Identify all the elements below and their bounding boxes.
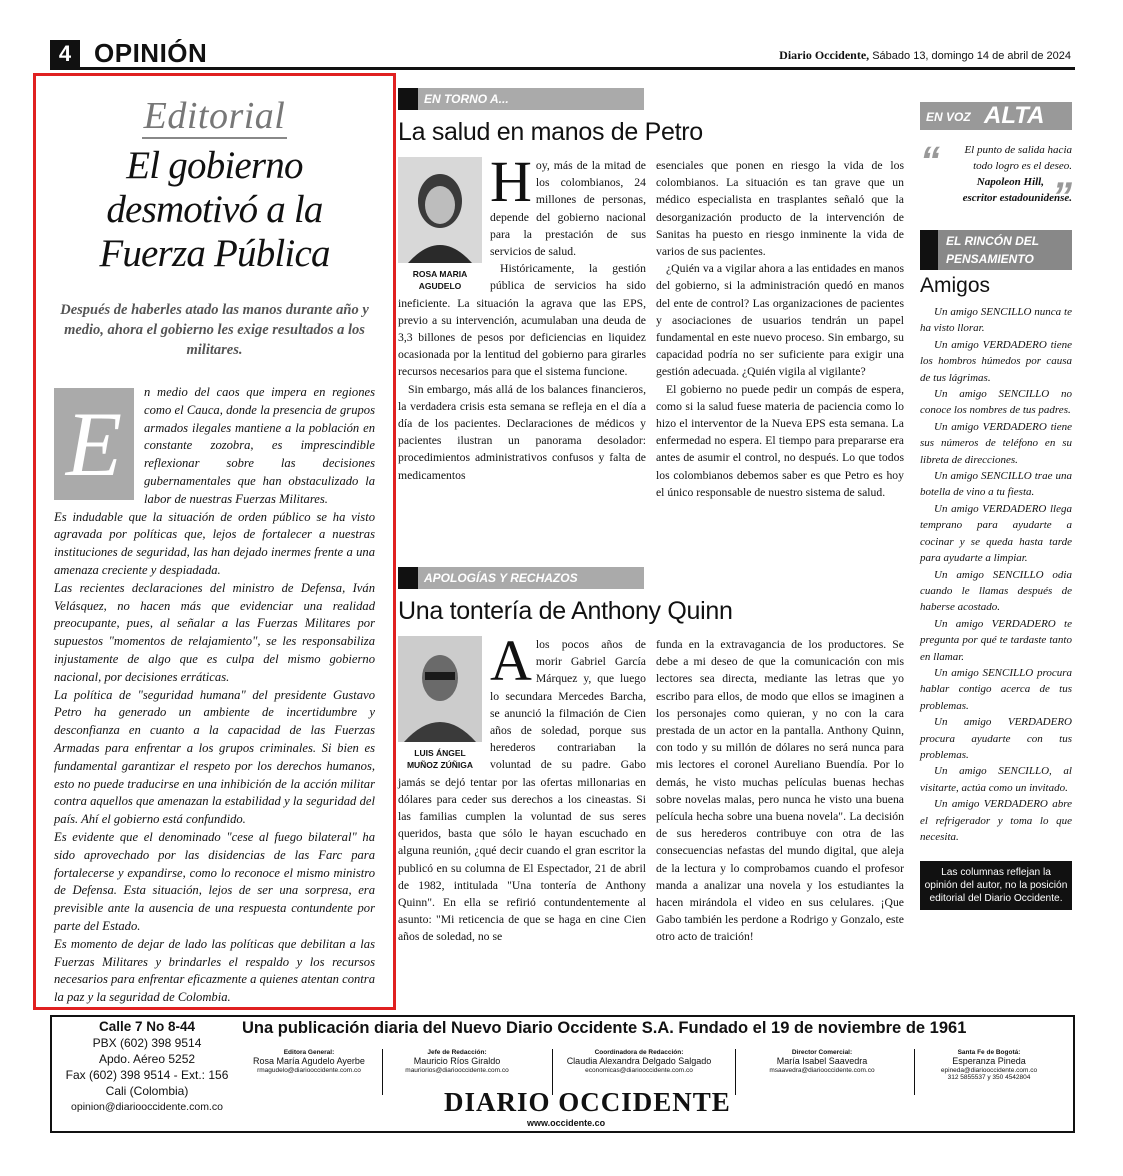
amigos-line: Un amigo VERDADERO te pregunta por qué te tardaste tanto en llamar. [920,617,1072,663]
amigos-title: Amigos [920,274,991,297]
paper-name: Diario Occidente, [779,48,870,62]
amigos-line: Un amigo VERDADERO procura ayudarte con tus problemas. [920,716,1072,761]
address-street: Calle 7 No 8-44 [98,1019,196,1034]
author-photo-munoz [398,636,482,742]
article1-dropcap: H [490,149,532,214]
divider [735,1049,736,1095]
editorial-title: El gobierno desmotivó a la Fuerza Pública [99,144,330,275]
publication-line: Una publicación diaria del Nuevo Diario Occidente S.A. Fundado el 19 de noviembre de 1961 [242,1019,967,1037]
en-voz-alta-banner [920,102,1072,130]
staff-editora [244,1049,374,1074]
staff-jefe [392,1049,522,1074]
author-photo-agudelo [398,157,482,263]
quote-text: El punto de salida hacia todo logro es el deseo. [964,144,1072,172]
staff-bogota [924,1049,1054,1081]
article-quinn [398,567,906,1026]
article2-paragraph: funda en la extravagancia de los productores. Se debe a mi deseo de que la comunicación con mis lectores sea directa, mediante las letras que yo escribo para ellos, de modo que ellos se imaginen a los personajes como quieran, y no con la cara prestada de un actor en la pantalla. Anthony Quinn, con todo y su millón de dólares no será nunca para mis lectores el coronel Aureliano Buendía. Por lo demás, he visto muchas películas buenas hechas sobre novelas malas, pero nunca he visto una buena película hecha sobre una buena novela". La decisión de sus herederos contribuye con otra de las consecuencias nefastas del mundo digital, que aleja de la lectura y lo comprobamos cuando el profesor manda a analizar una novela y los estudiantes la hacen mirándola el video en sus celulares. ¡Que Gabo también les perdone a Rodrigo y Gonzalo, este otro acto de traición! [656,638,904,944]
amigos-line: Un amigo SENCILLO no conoce los nombres de tus padres. [920,388,1072,417]
amigos-line: Un amigo VERDADERO tiene sus números de teléfono en su libreta de direcciones. [920,420,1072,466]
article2-col2 [656,636,904,946]
staff-name: Claudia Alexandra Delgado Salgado [566,1056,712,1066]
article1-paragraph: esenciales que ponen en riesgo la vida de los colombianos. La situación es tan grave que un médico especialista en trasplantes señaló que la desorganización producto de la intervención de Sanitas ha puesto en riesgo inminente la vida de varios de sus pacientes. [656,159,904,259]
staff-email[interactable]: economicas@diariooccidente.com.co [585,1066,693,1074]
editorial-paragraph: Es momento de dejar de lado las políticas que debilitan a las Fuerzas Militares y brindarles el respaldo y los recursos necesarios para enfrentar eficazmente a quienes atentan contra la paz y la seguridad de Colombia. [54,936,375,1005]
address-pbx: PBX (602) 398 9514 [92,1036,202,1050]
staff-director [747,1049,897,1074]
quote-author: Napoleon Hill, [976,176,1044,188]
amigos-line: Un amigo VERDADERO abre el refrigerador y toma lo que necesita. [920,798,1072,843]
article1-paragraph: Históricamente, la gestión pública de servicios ha sido ineficiente. La situación la agrava que las EPS, previo a su intervención, acumulaban una deuda de 3,3 billones de pesos por deficiencias en liquidez ocasionada por la lentitud del gobierno para girarles recursos necesarios para que el sistema funcione. [398,262,646,379]
article1-paragraph: El gobierno no puede pedir un compás de espera, como si la salud fuese materia de paciencia como lo hizo el interventor de la Nueva EPS esta semana. La enfermedad no espera. El tiempo para prepararse era antes de asumir el control, no después. Lo que todos los colombianos debemos saber es que Petro es hoy el único responsable de nuestro sistema de salud. [656,382,904,499]
staff-coordinadora [564,1049,714,1074]
amigos-line: Un amigo SENCILLO odia cuando le llamas después de haberse acostado. [920,568,1072,614]
amigos-line: Un amigo VERDADERO llega temprano para ayudarte a cocinar y se queda hasta tarde para ayudarte a limpiar. [920,502,1072,565]
article1-col1 [398,149,646,484]
address-apdo: Apdo. Aéreo 5252 [98,1052,196,1066]
address-email[interactable]: opinion@diariooccidente.com.co [71,1101,223,1113]
editorial-column [33,73,396,1010]
website-link[interactable]: www.occidente.co [527,1118,606,1128]
article2-dropcap: A [490,628,532,693]
author-photo-box [398,636,482,771]
address-city: Cali (Colombia) [105,1084,189,1098]
close-quote-icon: ” [1052,175,1072,219]
diario-occidente-logo: DIARIO OCCIDENTE [444,1087,731,1117]
article1-title: La salud en manos de Petro [398,118,703,146]
staff-name: Rosa María Agudelo Ayerbe [253,1056,365,1066]
article2-paragraph: los pocos años de morir Gabriel García Márquez y, que luego lo secundara Mercedes Barcha, se anunció la filmación de Cien años de soledad, porque sus herederos contrariaban la voluntad de su padre. Gabo jamás se dejó tentar por las ofertas millonarias en dólares para ceder sus derechos a los cineastas. Si las familias cumplen la voluntad de sus seres queridos, basta que sólo le hayan escuchado en alguna reunión, ¿qué decir cuando el gran escritor la publicó en su columna de El Espectador, 21 de abril de 1982, intitulada "Una tontería de Anthony Quinn". En ella se refirió contundentemente al asunto: "Mi reticencia de que se haga en cine Cien años de soledad, no se [398,638,646,944]
article2-kicker: APOLOGÍAS Y RECHAZOS [398,567,644,589]
portrait-icon [398,157,482,263]
editorial-paragraph: La política de "seguridad humana" del presidente Gustavo Petro ha generado un ambiente de incertidumbre y desconfianza en cuanto a la capacidad de las Fuerzas Armadas para enfrentar a los grupos criminales. Si bien es fundamental garantizar el respeto por los derechos humanos, esto no puede traducirse en una inhibición de la acción militar contra aquellos que amenazan la estabilidad y la seguridad del país. Ahí el gobierno está confundido. [54,687,375,827]
article1-col2 [656,157,904,501]
amigos-line: Un amigo SENCILLO, al visitarte, actúa como un invitado. [920,765,1072,794]
portrait-icon [398,636,482,742]
masthead-footer [50,1015,1075,1133]
editorial-body [54,384,375,1007]
staff-phone: 312 5855537 y 350 4542804 [947,1073,1031,1081]
header-date-line [779,48,1071,63]
article-salud [398,88,906,944]
article2-col1 [398,628,646,946]
amigos-line: Un amigo VERDADERO tiene los hombros húmedos por causa de tus lágrimas. [920,338,1072,384]
article2-title: Una tontería de Anthony Quinn [398,597,733,625]
article1-paragraph: oy, más de la mitad de los colombianos, 24 millones de personas, depende del gobierno nacional para la prestación de sus servicios de salud. [490,159,646,259]
staff-email[interactable]: rmagudelo@diariooccidente.com.co [257,1066,361,1074]
article1-paragraph: Sin embargo, más allá de los balances financieros, la verdadera crisis esta semana se refleja en el día a día de los pacientes. Declaraciones de médicos y pacientes ilustran un panorama desolador: procedimientos administrativos confusos y falta de medicamentos [398,382,646,482]
disclaimer-note: Las columnas reflejan la opinión del autor, no la posición editorial del Diario Occidente. [920,861,1072,910]
staff-name: Esperanza Pineda [952,1056,1026,1066]
divider [914,1049,915,1095]
editorial-paragraph: n medio del caos que impera en regiones como el Cauca, donde la presencia de grupos armados ilegales mantiene a la población en constante zozobra, es imprescindible reflexionar sobre las decisiones gubernamentales que han obstaculizado la labor de nuestras Fuerzas Militares. [144,385,375,506]
editorial-paragraph: Las recientes declaraciones del ministro de Defensa, Iván Velásquez, no hacen más que evidenciar una realidad preocupante, pues, al señalar a las Fuerzas Militares por supuestos "momentos de relajamiento", se les responsabiliza injustamente de algo que es culpa del mismo gobierno nacional, por decisiones erráticas. [54,580,375,684]
staff-email[interactable]: mauriorios@diariooccidente.com.co [405,1066,509,1074]
staff-name: Mauricio Ríos Giraldo [413,1056,501,1066]
quote-role: escritor estadounidense. [962,192,1072,204]
staff-name: María Isabel Saavedra [776,1056,868,1066]
staff-email[interactable]: epineda@diariooccidente.com.co [940,1066,1038,1074]
author-photo-box [398,157,482,292]
contact-address [56,1019,238,1115]
page-number: 4 [50,40,80,68]
article1-paragraph: ¿Quién va a vigilar ahora a las entidades en manos del gobierno, si la administración quedó en manos del ente de control? Las organizaciones de pacientes y asociaciones de usuarios tendrán un papel fundamental en este nuevo proceso. Sin embargo, su capacidad podría no ser suficiente para exigir una gestión adecuada. ¿Quién vigila al vigilante? [656,262,904,379]
issue-date: Sábado 13, domingo 14 de abril de 2024 [872,50,1071,62]
open-quote-icon: “ [920,139,940,183]
staff-role: Coordinadora de Redacción: [594,1049,684,1056]
staff-role: Santa Fe de Bogotá: [957,1049,1021,1056]
right-sidebar [920,102,1072,910]
editorial-paragraph: Es evidente que el denominado "cese al fuego bilateral" ha sido aprovechado por las disidencias de las Farc para fortalecerse y expandirse, como lo reconoce el mismo ministro de Defensa. Esta situación, lejos de ser una sorpresa, era previsible ante la ausencia de una respuesta contundente por parte del Estado. [54,829,375,933]
staff-role: Director Comercial: [791,1049,853,1056]
quote-block [920,139,1072,219]
rincon-banner: EL RINCÓN DEL PENSAMIENTO [920,230,1072,270]
author-name: ROSA MARIA AGUDELO [412,269,468,291]
voz-small-label: EN VOZ [926,110,971,124]
article1-kicker: EN TORNO A... [398,88,644,110]
address-fax: Fax (602) 398 9514 - Ext.: 156 [65,1068,229,1082]
amigos-line: Un amigo SENCILLO trae una botella de vino a tu fiesta. [920,470,1072,499]
amigos-list [920,304,1072,845]
staff-role: Jefe de Redacción: [427,1049,487,1056]
editorial-subtitle: Después de haberles atado las manos durante año y medio, ahora el gobierno les exige resultados a los militares. [60,302,369,358]
staff-email[interactable]: msaavedra@diariooccidente.com.co [769,1066,875,1074]
divider [382,1049,383,1095]
page-header [50,38,1075,70]
section-title: OPINIÓN [94,38,208,68]
editorial-paragraph: Es indudable que la situación de orden público se ha visto agravada por políticas que, lejos de fortalecer a nuestras instituciones de seguridad, las han dejado inermes frente a una amenaza creciente y despiadada. [54,509,375,577]
voz-big-label: ALTA [984,102,1045,129]
author-name: LUIS ÁNGEL MUÑOZ ZÚÑIGA [406,748,474,770]
editorial-dropcap: E [54,388,134,500]
amigos-line: Un amigo SENCILLO nunca te ha visto llorar. [920,306,1072,335]
editorial-kicker: Editorial [143,95,286,137]
staff-role: Editora General: [283,1049,335,1056]
amigos-line: Un amigo SENCILLO procura hablar contigo acerca de tus problemas. [920,666,1072,712]
